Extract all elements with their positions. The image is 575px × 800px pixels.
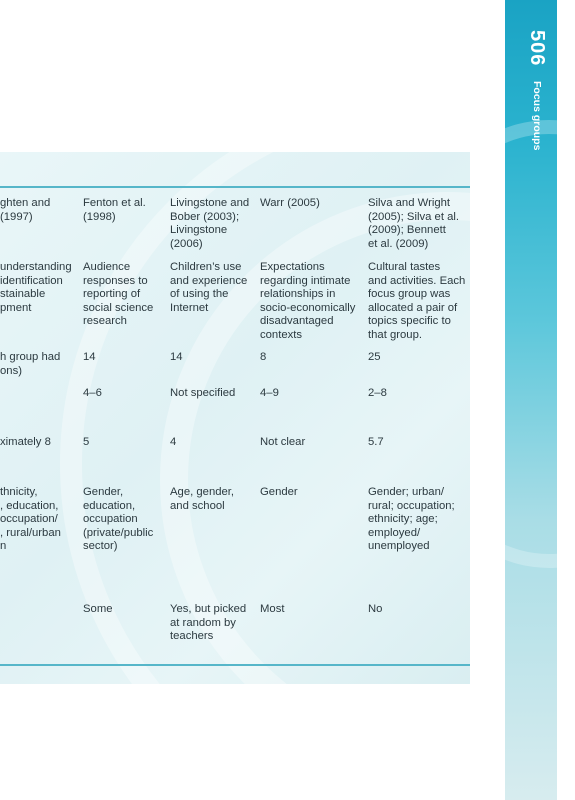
table-cell: understanding identification stainable pment [0,261,72,314]
table-cell: thnicity, , education, occupation/ , rural/urban n [0,486,61,553]
table-cell: Yes, but picked at random by teachers [170,603,247,643]
table-cell: Expectations regarding intimate relationships in socio-economically disadvantaged contexts [260,261,356,341]
table-bottom-rule [0,664,470,666]
table-cell: 2–8 [368,387,387,399]
table-cell: Not clear [260,436,306,448]
page-edge [557,0,575,800]
table-cell: ghten and (1997) [0,197,51,223]
table-cell: Children’s use and experience of using the Internet [170,261,248,314]
table-cell: 5.7 [368,436,384,448]
sidebar-swirl [505,120,557,568]
table-cell: Gender [260,486,298,498]
table-cell: 8 [260,351,267,363]
chapter-title: Focus groups [531,80,543,151]
table-cell: Gender; urban/ rural; occupation; ethnicity; age; employed/ unemployed [368,486,455,553]
table-cell: Cultural tastes and activities. Each focus group was allocated a pair of topics specific to that group. [368,261,466,341]
table-cell: 14 [170,351,183,363]
table-top-rule [0,186,470,188]
table-cell: Most [260,603,285,615]
table-cell: 4–9 [260,387,279,399]
table-cell: No [368,603,383,615]
sidebar-heading [525,30,548,150]
table-cell: 25 [368,351,381,363]
table-cell: Some [83,603,113,615]
table-cell: Not specified [170,387,236,399]
table-cell: 5 [83,436,90,448]
table-cell: ximately 8 [0,436,51,448]
table-cell: Warr (2005) [260,197,320,209]
table-cell: Fenton et al. (1998) [83,197,146,223]
table-cell: Age, gender, and school [170,486,235,512]
page-number: 506 [526,30,548,67]
table-cell: Audience responses to reporting of social science research [83,261,154,328]
table-cell: h group had ons) [0,351,61,377]
table-cell: 4–6 [83,387,102,399]
table-cell: 4 [170,436,177,448]
table-cell: Gender, education, occupation (private/public sector) [83,486,154,553]
table-cell: Livingstone and Bober (2003); Livingstone (2006) [170,197,250,250]
table-cell: 14 [83,351,96,363]
table-cell: Silva and Wright (2005); Silva et al. (2009); Bennett et al. (2009) [368,197,460,250]
